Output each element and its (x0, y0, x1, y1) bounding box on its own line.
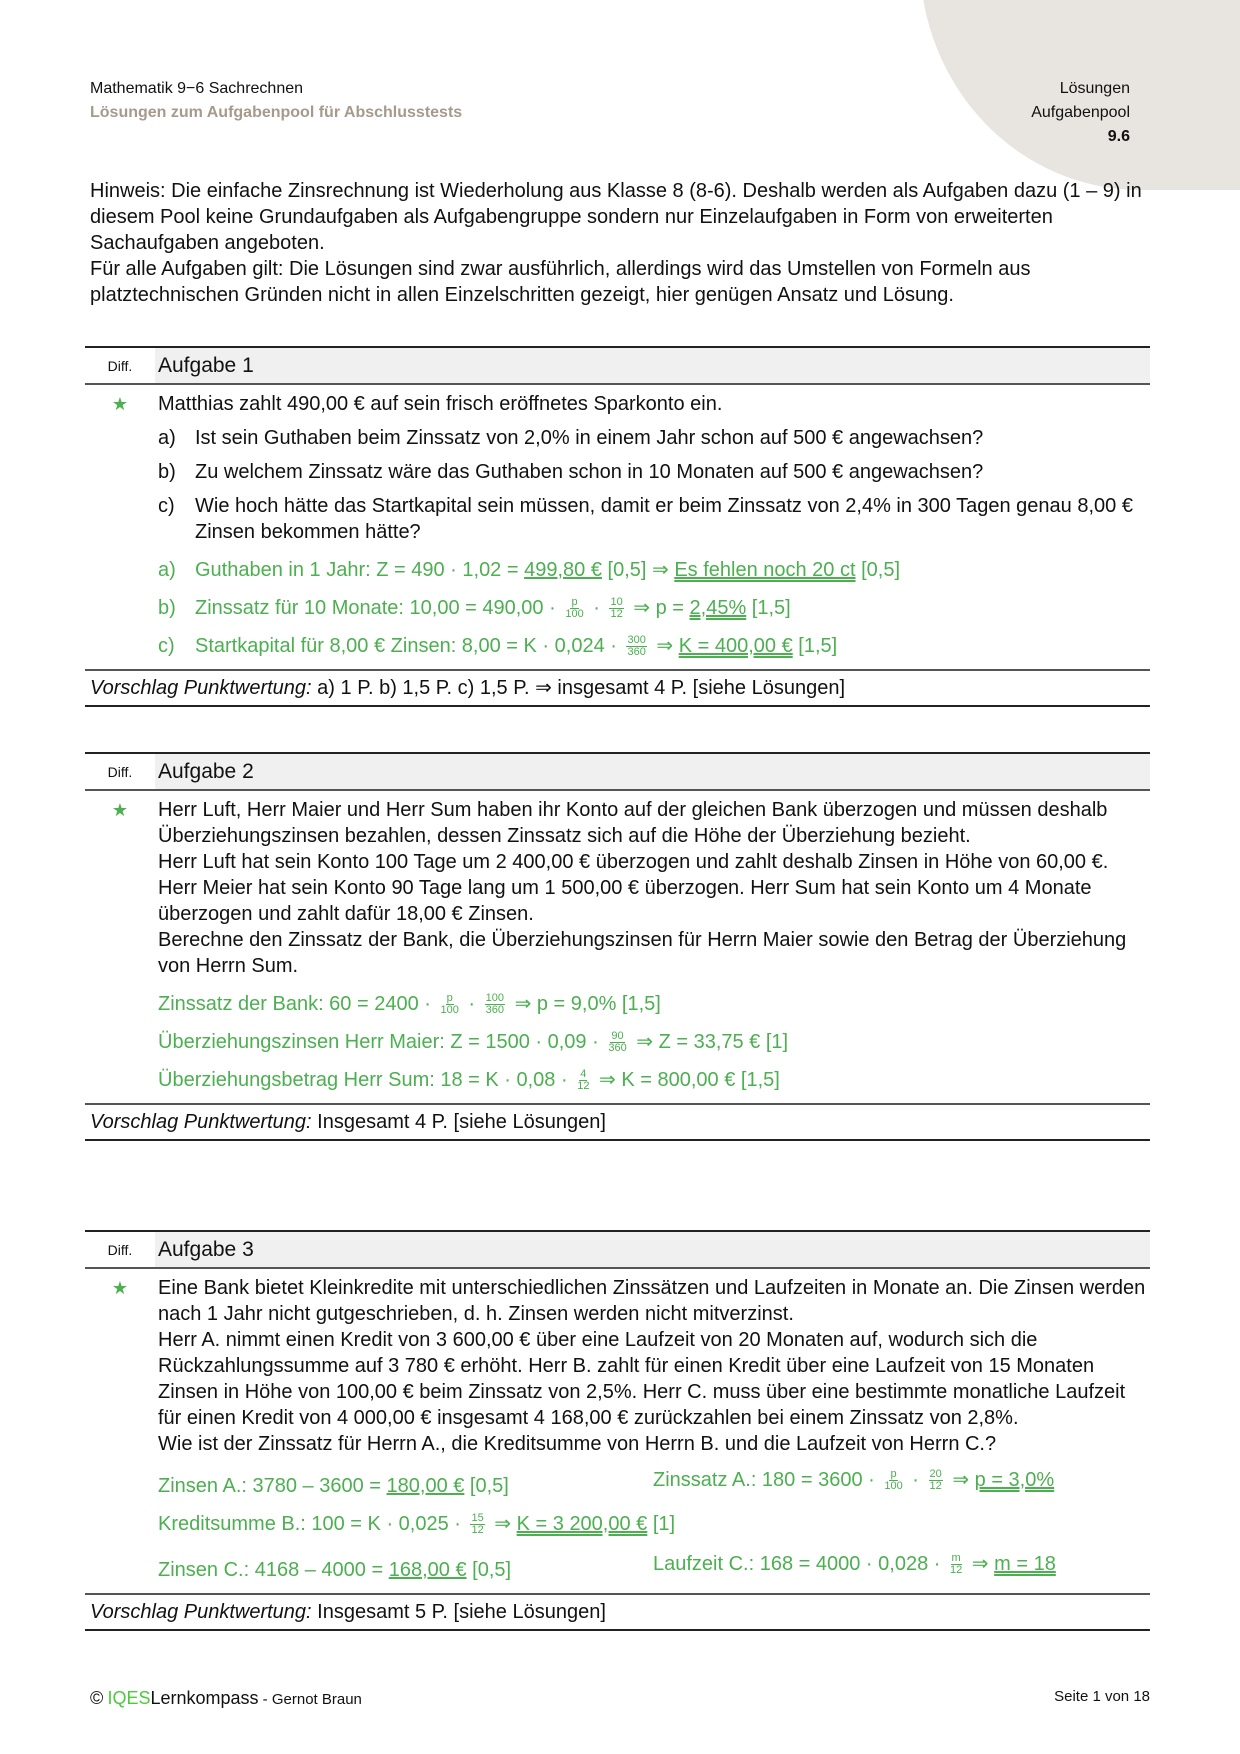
star-icon: ★ (111, 1278, 129, 1298)
badge-number: 9.6 (1107, 128, 1130, 145)
solution-3: Überziehungsbetrag Herr Sum: 18 = K · 0,08 · $\frac{4}{12}$ ⇒ K = 800,00 € [1,5] (158, 1068, 780, 1093)
solution-c: c) Startkapital für 8,00 € Zinsen: 8,00 = K · 0,024 · $\frac{300}{360}$ ⇒ K = 400,00 € [1,5] (158, 634, 838, 659)
task-intro-2: Herr Luft hat sein Konto 100 Tage um 2 400,00 € überzogen und zahlt deshalb Zinsen in Höhe von 60,00 €. Herr Meier hat sein Konto 90 Tage lang um 1 500,00 € überzogen. Herr Sum hat sein Konto um 4 Monate überzogen und zahlt dafür 18,00 € Zinsen. (158, 851, 1109, 925)
course-title: Mathematik 9−6 Sachrechnen (90, 80, 304, 97)
star-icon: ★ (111, 800, 129, 820)
solution-row-a: Zinsen A.: 3780 – 3600 = 180,00 € [0,5] Zinssatz A.: 180 = 3600 · $\frac{p}{100}$ · $\frac{20}{12}$ ⇒ p = 3,0% (158, 1468, 1055, 1497)
document-subtitle: Lösungen zum Aufgabenpool für Abschlusstests (90, 104, 463, 121)
footer-author: - Gernot Braun (258, 1691, 362, 1708)
points-row: Vorschlag Punktwertung: Insgesamt 4 P. [siehe Lösungen] (85, 1103, 1150, 1141)
hint-text-1: Hinweis: Die einfache Zinsrechnung ist Wiederholung aus Klasse 8 (8-6). Deshalb werden als Aufgaben dazu (1 – 9) in diesem Pool keine Grundaufgaben als Aufgabengruppe sondern nur Einzelaufgaben in Form von erweiterten Sachaufgaben angeboten. (90, 180, 1142, 254)
footer-brand (90, 1688, 362, 1709)
badge-line-2: Aufgabenpool (1031, 104, 1130, 121)
badge-line-1: Lösungen (1059, 80, 1130, 97)
task-question: Berechne den Zinssatz der Bank, die Überziehungszinsen für Herrn Maier sowie den Betrag der Überziehung von Herrn Sum. (158, 929, 1127, 977)
diff-label: Diff. (107, 1241, 133, 1258)
fraction: $\frac{p}{100}$ (565, 596, 584, 621)
brand-lernkompass: Lernkompass (150, 1688, 259, 1708)
task-title: Aufgabe 2 (155, 754, 1150, 789)
task-question: Wie ist der Zinssatz für Herrn A., die Kreditsumme von Herrn B. und die Laufzeit von Herrn C.? (158, 1433, 997, 1455)
solution-2: Überziehungszinsen Herr Maier: Z = 1500 · 0,09 · $\frac{90}{360}$ ⇒ Z = 33,75 € [1] (158, 1030, 789, 1055)
task-header (85, 346, 1150, 385)
task-header (85, 752, 1150, 791)
task-2 (85, 752, 1150, 1141)
page-number: Seite 1 von 18 (1054, 1688, 1150, 1705)
question-b: b) Zu welchem Zinssatz wäre das Guthaben schon in 10 Monaten auf 500 € angewachsen? (158, 461, 984, 483)
task-title: Aufgabe 1 (155, 348, 1150, 383)
solution-row-c: Zinsen C.: 4168 – 4000 = 168,00 € [0,5] Laufzeit C.: 168 = 4000 · 0,028 · $\frac{m}{12}$ ⇒ m = 18 (158, 1552, 1056, 1581)
solution-b: b) Zinssatz für 10 Monate: 10,00 = 490,00 · $\frac{p}{100}$ · $\frac{10}{12}$ ⇒ p = 2,45% [1,5] (158, 596, 791, 621)
hint-text-2: Für alle Aufgaben gilt: Die Lösungen sind zwar ausführlich, allerdings wird das Umstellen von Formeln aus platztechnischen Gründen nicht in allen Einzelschritten gezeigt, hier genügen Ansatz und Lösung. (90, 258, 1031, 306)
points-row: Vorschlag Punktwertung: Insgesamt 5 P. [siehe Lösungen] (85, 1593, 1150, 1631)
task-3 (85, 1230, 1150, 1631)
brand-iqes: IQES (107, 1688, 151, 1708)
task-intro: Herr Luft, Herr Maier und Herr Sum haben ihr Konto auf der gleichen Bank überzogen und müssen deshalb Überziehungszinsen bezahlen, dessen Zinssatz sich auf die Höhe der Überziehung bezieht. (158, 799, 1108, 847)
fraction: $\frac{300}{360}$ (627, 634, 646, 659)
question-a: a) Ist sein Guthaben beim Zinssatz von 2,0% in einem Jahr schon auf 500 € angewachsen? (158, 427, 984, 449)
task-1 (85, 346, 1150, 707)
task-header (85, 1230, 1150, 1269)
solution-a: a) Guthaben in 1 Jahr: Z = 490 · 1,02 = 499,80 € [0,5] ⇒ Es fehlen noch 20 ct [0,5] (158, 559, 901, 581)
hint-paragraph (90, 178, 1150, 308)
points-row: Vorschlag Punktwertung: a) 1 P. b) 1,5 P. c) 1,5 P. ⇒ insgesamt 4 P. [siehe Lösungen] (85, 669, 1150, 707)
fraction: $\frac{10}{12}$ (610, 596, 623, 621)
diff-label: Diff. (107, 357, 133, 374)
document-header (90, 77, 462, 125)
task-title: Aufgabe 3 (155, 1232, 1150, 1267)
diff-label: Diff. (107, 763, 133, 780)
solution-1: Zinssatz der Bank: 60 = 2400 · $\frac{p}{100}$ · $\frac{100}{360}$ ⇒ p = 9,0% [1,5] (158, 992, 661, 1017)
task-intro: Eine Bank bietet Kleinkredite mit unterschiedlichen Zinssätzen und Laufzeiten in Monate an. Die Zinsen werden nach 1 Jahr nicht gutgeschrieben, d. h. Zinsen werden nicht mitverzinst. (158, 1277, 1146, 1325)
page-footer (90, 1688, 1150, 1709)
copyright-icon: © (90, 1688, 104, 1708)
solution-b: Kreditsumme B.: 100 = K · 0,025 · $\frac{15}{12}$ ⇒ K = 3 200,00 € [1] (158, 1512, 676, 1537)
header-badge (1031, 77, 1130, 149)
task-intro: Matthias zahlt 490,00 € auf sein frisch eröffnetes Sparkonto ein. (158, 393, 723, 415)
star-icon: ★ (111, 394, 129, 414)
question-c: c) Wie hoch hätte das Startkapital sein müssen, damit er beim Zinssatz von 2,4% in 300 Tagen genau 8,00 € Zinsen bekommen hätte? (158, 495, 1133, 543)
task-intro-2: Herr A. nimmt einen Kredit von 3 600,00 € über eine Laufzeit von 20 Monaten auf, wodurch sich die Rückzahlungssumme auf 3 780 € erhöht. Herr B. zahlt für einen Kredit über eine Laufzeit von 15 Monaten Zinsen in Höhe von 100,00 € beim Zinssatz von 2,5%. Herr C. muss über eine bestimmte monatliche Laufzeit für einen Kredit von 4 000,00 € insgesamt 4 168,00 € zurückzahlen bei einem Zinssatz von 2,8%. (158, 1329, 1126, 1429)
